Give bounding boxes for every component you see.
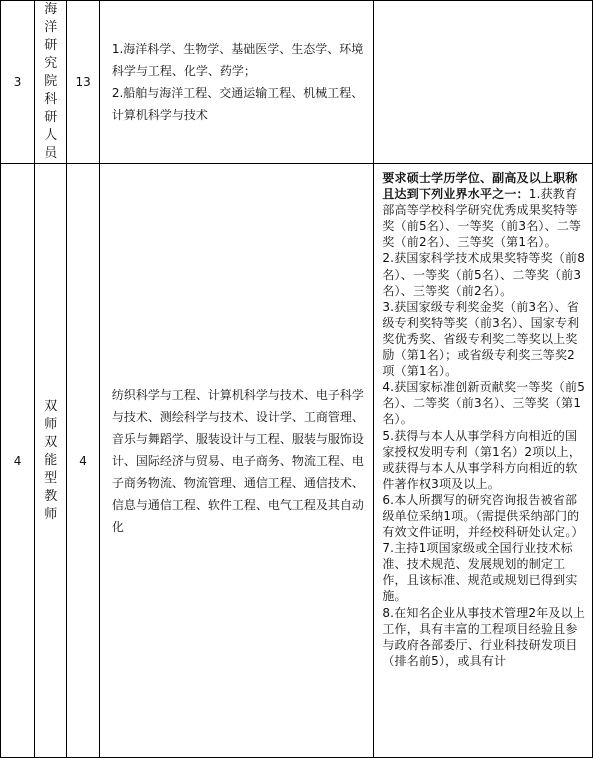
requirements-cell (374, 164, 593, 758)
category-cell (35, 1, 67, 164)
table-row (1, 164, 593, 758)
category-cell (35, 164, 67, 758)
count-cell (67, 1, 99, 164)
major-line: 纺织科学与工程、计算机科学与技术、电子科学与技术、测绘科学与技术、设计学、工商管理、音乐与舞蹈学、服装设计与工程、服装与服饰设计、国际经济与贸易、电子商务、物流工程、电子商务物流、物流管理、通信工程、通信技术、信息与通信工程、软件工程、电气工程及其自动化 (111, 387, 364, 534)
majors-cell (99, 164, 374, 758)
requirement-item: 4.获国家标准创新贡献奖一等奖（前5名）、二等奖（前3名）、三等奖（第1名）。 (382, 380, 586, 427)
row-index: 3 (13, 75, 22, 89)
position-category: 海洋研究院科研人员 (44, 2, 58, 161)
requirements-text (374, 164, 592, 669)
table-row (1, 1, 593, 164)
requirement-item: 5.获得与本人从事学科方向相近的国家授权发明专利（第1名）2项以上，或获得与本人从事学科方向相近的软件著作权3项及以上。 (382, 428, 582, 491)
requirements-lead: 要求硕士学历学位、副高及以上职称且达到下列业界水平之一： (382, 171, 578, 202)
hiring-count: 4 (79, 453, 87, 468)
requirement-item: 1.获教育部高等学校科学研究优秀成果奖特等奖（前5名）、一等奖（前3名）、二等奖（前2名）、三等奖（第1名）。 (382, 187, 582, 250)
major-line: 2.船舶与海洋工程、交通运输工程、机械工程、计算机科学与技术 (111, 86, 364, 122)
requirements-clip (374, 164, 592, 756)
position-category: 双师双能型教师 (44, 398, 58, 522)
requirement-item: 7.主持1项国家级或全国行业技术标准、技术规范、发展规划的制定工作，且该标准、规范或规划已得到实施。 (382, 541, 578, 604)
majors-cell (99, 1, 374, 164)
requirements-cell (374, 1, 593, 164)
requirement-item: 6.本人所撰写的研究咨询报告被省部级单位采纳1项。（需提供采纳部门的有效文件证明，并经校科研处认定。） (382, 492, 584, 540)
requirement-item: 8.在知名企业从事技术管理2年及以上工作，具有丰富的工程项目经验且参与政府各部委厅、行业科技研发项目（排名前5），或具有计 (382, 605, 586, 668)
row-index-cell (1, 1, 35, 164)
requirement-item: 2.获国家科学技术成果奖特等奖（前8名）、一等奖（前5名）、二等奖（前3名）、三等奖（前2名）。 (382, 251, 586, 298)
hiring-count: 13 (75, 75, 91, 89)
row-index: 4 (13, 453, 22, 468)
count-cell (67, 164, 99, 758)
row-index-cell (1, 164, 35, 758)
major-line: 1.海洋科学、生物学、基础医学、生态学、环境科学与工程、化学、药学； (111, 42, 364, 78)
requirement-item: 3.获国家级专利奖金奖（前3名）、省级专利奖特等奖（前3名）、国家专利奖优秀奖、省级专利奖二等奖以上奖励（第1名）；或省级专利奖三等奖2项（第1名）。 (382, 299, 580, 379)
